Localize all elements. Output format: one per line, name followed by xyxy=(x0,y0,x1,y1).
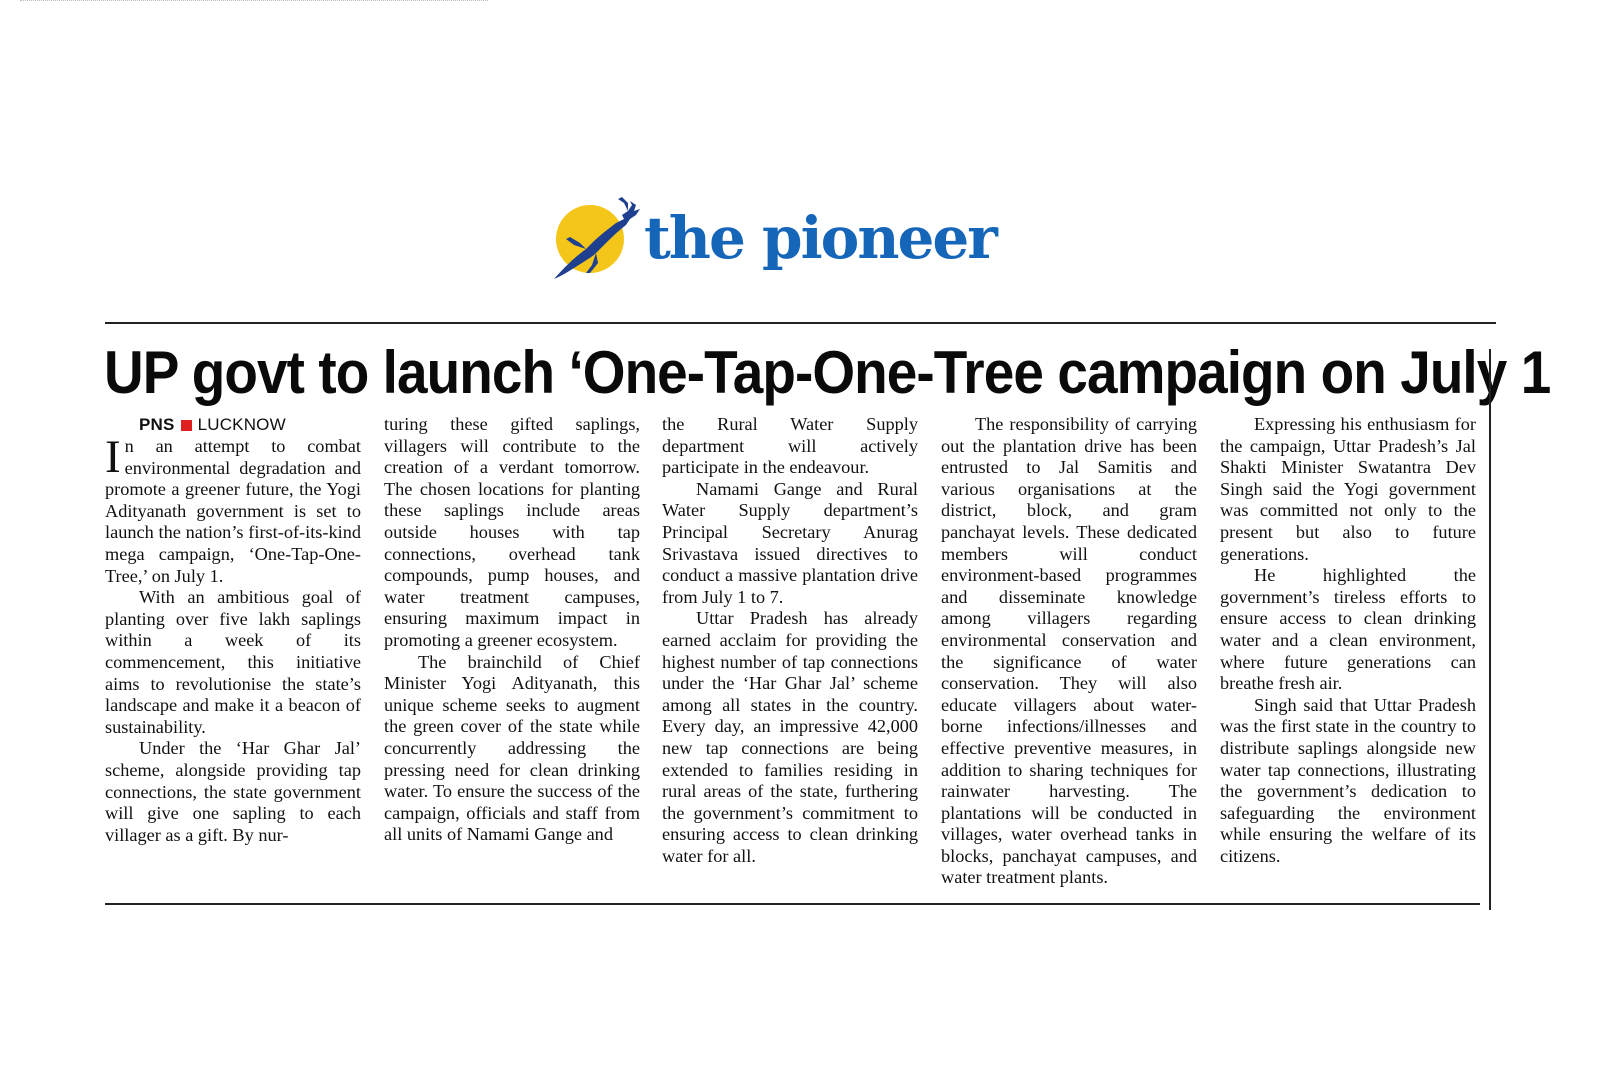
article-paragraph: He highlighted the government’s tireless efforts to ensure access to clean drinking water and a clean environment, where future generations can breathe fresh air. xyxy=(1220,565,1476,694)
leaping-deer-sun-icon xyxy=(552,193,642,285)
article-column-3 xyxy=(662,414,918,867)
article-paragraph: the Rural Water Supply department will actively participate in the endeavour. xyxy=(662,414,918,478)
article-bottom-rule xyxy=(105,903,1480,905)
masthead-title: the pioneer xyxy=(644,204,996,272)
top-dotted-border xyxy=(20,0,488,1)
byline-city: LUCKNOW xyxy=(197,415,286,434)
article-column-1 xyxy=(105,414,361,846)
masthead xyxy=(552,193,996,285)
red-square-icon xyxy=(181,420,192,431)
byline xyxy=(105,414,361,436)
article-paragraph: turing these gifted saplings, villagers will contribute to the creation of a verdant tomorrow. The chosen locations for planting these saplings include areas outside houses with tap connections, overhead tank compounds, pump houses, and water treatment campuses, ensuring maximum impact in promoting a greener ecosystem. xyxy=(384,414,640,650)
article-column-2 xyxy=(384,414,640,846)
article-paragraph: In an attempt to combat environmental degradation and promote a greener future, the Yogi Adityanath government is set to launch the nation’s first-of-its-kind mega campaign, ‘One-Tap-One-Tree,’ on July 1. xyxy=(105,431,361,586)
article-paragraph: Expressing his enthusiasm for the campaign, Uttar Pradesh’s Jal Shakti Minister Swatantra Dev Singh said the Yogi government was committed not only to the present but also to future generations. xyxy=(1220,414,1476,564)
article-paragraph: With an ambitious goal of planting over five lakh saplings within a week of its commencement, this initiative aims to revolutionise the state’s landscape and make it a beacon of sustainability. xyxy=(105,587,361,737)
article-column-5 xyxy=(1220,414,1476,867)
article-headline: UP govt to launch ‘One-Tap-One-Tree campaign on July 1 xyxy=(104,339,1551,406)
article-paragraph: Under the ‘Har Ghar Jal’ scheme, alongside providing tap connections, the state government will give one sapling to each villager as a gift. By nur- xyxy=(105,738,361,845)
article-paragraph: Uttar Pradesh has already earned acclaim for providing the highest number of tap connections under the ‘Har Ghar Jal’ scheme among all states in the country. Every day, an impressive 42,000 new tap connections are being extended to families residing in rural areas of the state, furthering the government’s commitment to ensuring access to clean drinking water for all. xyxy=(662,608,918,866)
byline-agency: PNS xyxy=(139,415,175,434)
article-paragraph: Namami Gange and Rural Water Supply department’s Principal Secretary Anurag Srivastava issued directives to conduct a massive plantation drive from July 1 to 7. xyxy=(662,478,918,607)
headline-top-rule xyxy=(105,322,1496,324)
article-paragraph: Singh said that Uttar Pradesh was the first state in the country to distribute saplings alongside new water tap connections, illustrating the government’s dedication to safeguarding the environment while ensuring the welfare of its citizens. xyxy=(1220,694,1476,866)
article-column-4 xyxy=(941,414,1197,889)
article-right-rule xyxy=(1489,349,1491,910)
dropcap: I xyxy=(105,431,121,483)
article-paragraph: The responsibility of carrying out the plantation drive has been entrusted to Jal Samitis and various organisations at the district, block, and gram panchayat levels. These dedicated members will conduct environment-based programmes and disseminate knowledge among villagers regarding environmental conservation and the significance of water conservation. They will also educate villagers about water-borne infections/illnesses and effective preventive measures, in addition to sharing techniques for rainwater harvesting. The plantations will be conducted in villages, water overhead tanks in blocks, panchayat campuses, and water treatment plants. xyxy=(941,414,1197,888)
article-paragraph: The brainchild of Chief Minister Yogi Adityanath, this unique scheme seeks to augment the green cover of the state while concurrently addressing the pressing need for clean drinking water. To ensure the success of the campaign, officials and staff from all units of Namami Gange and xyxy=(384,651,640,845)
